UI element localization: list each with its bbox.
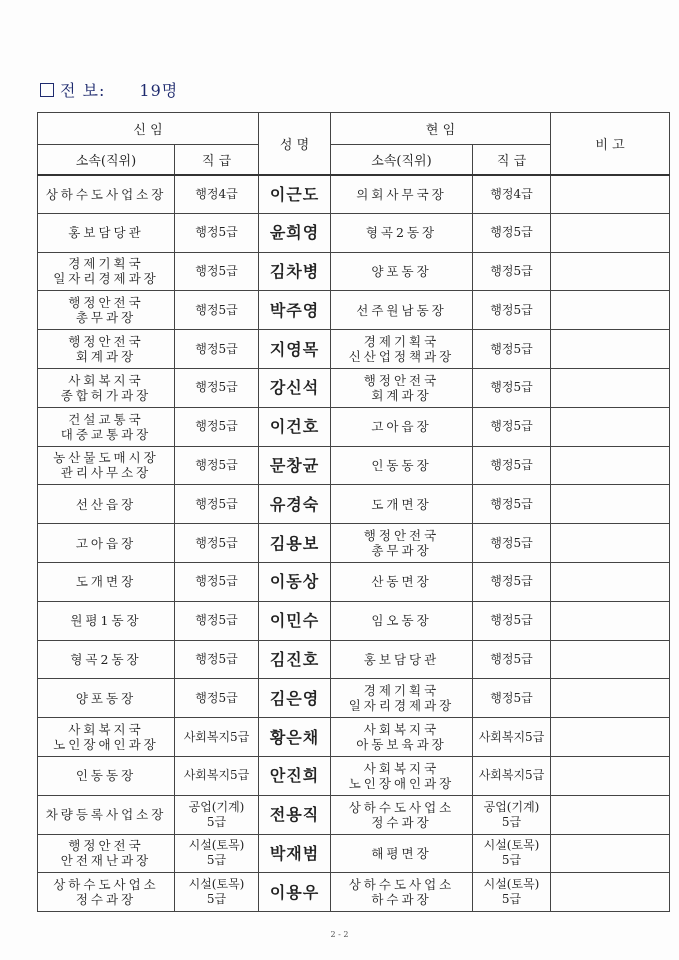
current-affiliation-cell bbox=[331, 601, 473, 640]
new-grade-cell bbox=[175, 485, 259, 524]
new-affiliation-cell-line: 행정안전국 bbox=[68, 295, 144, 311]
new-grade-cell-line: 시설(토목) bbox=[188, 838, 245, 853]
new-affiliation-cell-line: 대중교통과장 bbox=[60, 426, 152, 442]
new-affiliation-cell-line: 차량등록사업소장 bbox=[45, 807, 167, 823]
new-affiliation-cell-line: 안전재난과장 bbox=[60, 853, 152, 869]
new-grade-cell bbox=[175, 834, 259, 873]
new-grade-cell-line: 행정5급 bbox=[195, 651, 238, 666]
person-name-cell: 박재범 bbox=[259, 834, 331, 873]
new-grade-cell-line: 행정5급 bbox=[195, 613, 238, 628]
person-name-cell: 이용우 bbox=[259, 873, 331, 912]
note-cell bbox=[551, 679, 670, 718]
new-grade-cell bbox=[175, 368, 259, 407]
transfer-table bbox=[37, 112, 670, 912]
new-affiliation-cell bbox=[38, 330, 175, 369]
table-row bbox=[38, 640, 670, 679]
current-affiliation-cell bbox=[331, 834, 473, 873]
current-grade-cell bbox=[473, 175, 551, 214]
person-name-cell: 문창균 bbox=[259, 446, 331, 485]
current-affiliation-cell bbox=[331, 562, 473, 601]
person-name-cell: 유경숙 bbox=[259, 485, 331, 524]
new-grade-cell-line: 공업(기계) bbox=[188, 799, 245, 814]
note-cell bbox=[551, 640, 670, 679]
current-affiliation-cell bbox=[331, 446, 473, 485]
header-new-position: 신 임 bbox=[38, 113, 259, 145]
current-grade-cell-line: 행정5급 bbox=[490, 613, 533, 628]
new-affiliation-cell-line: 경제기획국 bbox=[68, 256, 144, 272]
current-grade-cell-line: 행정5급 bbox=[490, 380, 533, 395]
current-grade-cell bbox=[473, 252, 551, 291]
new-grade-cell-line: 행정5급 bbox=[195, 419, 238, 434]
note-cell bbox=[551, 252, 670, 291]
new-affiliation-cell bbox=[38, 407, 175, 446]
current-grade-cell bbox=[473, 562, 551, 601]
new-affiliation-cell bbox=[38, 640, 175, 679]
current-affiliation-cell-line: 경제기획국 bbox=[363, 683, 440, 699]
current-grade-cell-line: 5급 bbox=[501, 814, 522, 829]
new-affiliation-cell bbox=[38, 873, 175, 912]
page-number: 2 - 2 bbox=[330, 930, 349, 939]
new-grade-cell-line: 행정4급 bbox=[195, 186, 238, 201]
table-row bbox=[38, 795, 670, 834]
header-new-affiliation: 소속(직위) bbox=[38, 145, 175, 175]
header-current-position: 현 임 bbox=[331, 113, 551, 145]
new-affiliation-cell-line: 농산물도매시장 bbox=[53, 450, 159, 466]
header-current-grade: 직 급 bbox=[473, 145, 551, 175]
current-affiliation-cell-line: 고아읍장 bbox=[371, 419, 432, 435]
current-grade-cell-line: 행정5급 bbox=[490, 535, 533, 550]
new-grade-cell-line: 사회복지5급 bbox=[183, 729, 250, 744]
new-grade-cell-line: 행정5급 bbox=[195, 535, 238, 550]
current-affiliation-cell-line: 산동면장 bbox=[371, 574, 432, 590]
current-affiliation-cell-line: 하수과장 bbox=[371, 892, 432, 908]
note-cell bbox=[551, 485, 670, 524]
new-grade-cell-line: 5급 bbox=[206, 853, 227, 868]
current-grade-cell-line: 사회복지5급 bbox=[478, 768, 545, 783]
note-cell bbox=[551, 718, 670, 757]
current-grade-cell bbox=[473, 756, 551, 795]
new-affiliation-cell-line: 회계과장 bbox=[75, 349, 137, 365]
new-grade-cell bbox=[175, 407, 259, 446]
section-heading bbox=[40, 78, 178, 101]
current-affiliation-cell bbox=[331, 524, 473, 563]
person-name-cell: 강신석 bbox=[259, 368, 331, 407]
new-affiliation-cell bbox=[38, 175, 175, 214]
current-grade-cell-line: 5급 bbox=[501, 853, 522, 868]
new-grade-cell-line: 행정5급 bbox=[195, 263, 238, 278]
current-grade-cell-line: 시설(토목) bbox=[483, 877, 540, 892]
new-grade-cell bbox=[175, 213, 259, 252]
current-grade-cell bbox=[473, 795, 551, 834]
current-affiliation-cell bbox=[331, 795, 473, 834]
new-affiliation-cell bbox=[38, 795, 175, 834]
current-affiliation-cell-line: 행정안전국 bbox=[363, 372, 440, 388]
current-affiliation-cell bbox=[331, 330, 473, 369]
new-affiliation-cell bbox=[38, 446, 175, 485]
current-grade-cell bbox=[473, 834, 551, 873]
current-affiliation-cell-line: 정수과장 bbox=[371, 814, 432, 830]
note-cell bbox=[551, 873, 670, 912]
new-affiliation-cell bbox=[38, 213, 175, 252]
checkbox-square-icon bbox=[40, 83, 54, 97]
new-affiliation-cell-line: 형곡2동장 bbox=[70, 651, 142, 667]
current-affiliation-cell-line: 해평면장 bbox=[371, 845, 432, 861]
new-affiliation-cell bbox=[38, 291, 175, 330]
new-affiliation-cell-line: 도개면장 bbox=[75, 574, 137, 590]
person-name-cell: 전용직 bbox=[259, 795, 331, 834]
note-cell bbox=[551, 407, 670, 446]
current-affiliation-cell-line: 사회복지국 bbox=[363, 760, 440, 776]
header-current-affiliation: 소속(직위) bbox=[331, 145, 473, 175]
person-name-cell: 이민수 bbox=[259, 601, 331, 640]
current-affiliation-cell bbox=[331, 485, 473, 524]
current-affiliation-cell-line: 의회사무국장 bbox=[356, 186, 447, 202]
new-affiliation-cell-line: 총무과장 bbox=[75, 310, 137, 326]
current-affiliation-cell-line: 인동동장 bbox=[371, 457, 432, 473]
new-grade-cell-line: 시설(토목) bbox=[188, 877, 245, 892]
current-grade-cell-line: 행정5급 bbox=[490, 302, 533, 317]
new-affiliation-cell-line: 노인장애인과장 bbox=[53, 737, 159, 753]
table-row bbox=[38, 873, 670, 912]
table-row bbox=[38, 485, 670, 524]
note-cell bbox=[551, 795, 670, 834]
current-grade-cell-line: 행정5급 bbox=[490, 263, 533, 278]
table-row bbox=[38, 330, 670, 369]
current-affiliation-cell-line: 행정안전국 bbox=[363, 528, 440, 544]
table-row bbox=[38, 524, 670, 563]
header-name: 성 명 bbox=[259, 113, 331, 175]
person-name-cell: 김은영 bbox=[259, 679, 331, 718]
current-affiliation-cell bbox=[331, 368, 473, 407]
new-affiliation-cell-line: 상하수도사업소장 bbox=[45, 186, 167, 202]
note-cell bbox=[551, 368, 670, 407]
new-affiliation-cell-line: 일자리경제과장 bbox=[53, 271, 159, 287]
person-name-cell: 김용보 bbox=[259, 524, 331, 563]
current-affiliation-cell-line: 경제기획국 bbox=[363, 334, 440, 350]
new-affiliation-cell bbox=[38, 834, 175, 873]
new-affiliation-cell bbox=[38, 368, 175, 407]
table-row bbox=[38, 291, 670, 330]
current-grade-cell bbox=[473, 330, 551, 369]
current-grade-cell bbox=[473, 873, 551, 912]
current-grade-cell-line: 행정5급 bbox=[490, 496, 533, 511]
current-grade-cell bbox=[473, 601, 551, 640]
table-row bbox=[38, 601, 670, 640]
current-affiliation-cell-line: 도개면장 bbox=[371, 496, 432, 512]
person-name-cell: 김차병 bbox=[259, 252, 331, 291]
current-affiliation-cell-line: 일자리경제과장 bbox=[348, 698, 455, 714]
current-grade-cell bbox=[473, 368, 551, 407]
person-name-cell: 안진희 bbox=[259, 756, 331, 795]
new-affiliation-cell bbox=[38, 524, 175, 563]
new-affiliation-cell-line: 인동동장 bbox=[75, 768, 137, 784]
new-affiliation-cell-line: 사회복지국 bbox=[68, 372, 144, 388]
table-row bbox=[38, 213, 670, 252]
note-cell bbox=[551, 756, 670, 795]
new-grade-cell bbox=[175, 562, 259, 601]
new-grade-cell-line: 행정5급 bbox=[195, 574, 238, 589]
note-cell bbox=[551, 291, 670, 330]
new-grade-cell bbox=[175, 252, 259, 291]
current-affiliation-cell bbox=[331, 213, 473, 252]
new-affiliation-cell-line: 종합허가과장 bbox=[60, 387, 152, 403]
table-row bbox=[38, 446, 670, 485]
note-cell bbox=[551, 601, 670, 640]
new-grade-cell bbox=[175, 640, 259, 679]
current-affiliation-cell-line: 아동보육과장 bbox=[356, 737, 447, 753]
person-name-cell: 이동상 bbox=[259, 562, 331, 601]
current-grade-cell-line: 행정5급 bbox=[490, 225, 533, 240]
current-grade-cell-line: 행정5급 bbox=[490, 690, 533, 705]
current-affiliation-cell bbox=[331, 407, 473, 446]
new-grade-cell bbox=[175, 446, 259, 485]
table-row bbox=[38, 368, 670, 407]
note-cell bbox=[551, 562, 670, 601]
current-affiliation-cell bbox=[331, 252, 473, 291]
new-affiliation-cell-line: 행정안전국 bbox=[68, 334, 144, 350]
table-row bbox=[38, 407, 670, 446]
table-row bbox=[38, 679, 670, 718]
new-grade-cell-line: 행정5급 bbox=[195, 496, 238, 511]
current-affiliation-cell bbox=[331, 291, 473, 330]
new-affiliation-cell-line: 상하수도사업소 bbox=[53, 877, 159, 893]
current-affiliation-cell-line: 사회복지국 bbox=[363, 722, 440, 738]
new-affiliation-cell bbox=[38, 252, 175, 291]
new-affiliation-cell-line: 고아읍장 bbox=[75, 535, 137, 551]
new-grade-cell bbox=[175, 524, 259, 563]
current-affiliation-cell-line: 양포동장 bbox=[371, 263, 432, 279]
new-affiliation-cell bbox=[38, 601, 175, 640]
current-affiliation-cell-line: 노인장애인과장 bbox=[348, 775, 455, 791]
new-grade-cell-line: 행정5급 bbox=[195, 302, 238, 317]
new-grade-cell-line: 5급 bbox=[206, 814, 227, 829]
new-grade-cell-line: 행정5급 bbox=[195, 457, 238, 472]
current-grade-cell bbox=[473, 640, 551, 679]
current-affiliation-cell-line: 임오동장 bbox=[371, 613, 432, 629]
current-grade-cell bbox=[473, 407, 551, 446]
current-affiliation-cell-line: 신산업정책과장 bbox=[348, 349, 455, 365]
current-grade-cell-line: 행정5급 bbox=[490, 457, 533, 472]
person-name-cell: 황은채 bbox=[259, 718, 331, 757]
person-name-cell: 김진호 bbox=[259, 640, 331, 679]
note-cell bbox=[551, 213, 670, 252]
new-grade-cell-line: 행정5급 bbox=[195, 341, 238, 356]
person-name-cell: 이건호 bbox=[259, 407, 331, 446]
current-grade-cell bbox=[473, 485, 551, 524]
current-grade-cell-line: 행정5급 bbox=[490, 651, 533, 666]
note-cell bbox=[551, 834, 670, 873]
new-grade-cell bbox=[175, 718, 259, 757]
new-grade-cell bbox=[175, 291, 259, 330]
new-grade-cell-line: 행정5급 bbox=[195, 225, 238, 240]
current-affiliation-cell bbox=[331, 679, 473, 718]
current-grade-cell bbox=[473, 524, 551, 563]
current-grade-cell-line: 행정4급 bbox=[490, 186, 533, 201]
table-row bbox=[38, 252, 670, 291]
current-grade-cell bbox=[473, 679, 551, 718]
new-grade-cell bbox=[175, 330, 259, 369]
heading-label: 전 보: bbox=[60, 81, 106, 100]
table-row bbox=[38, 756, 670, 795]
new-affiliation-cell-line: 건설교통국 bbox=[68, 411, 144, 427]
new-grade-cell bbox=[175, 679, 259, 718]
current-affiliation-cell-line: 상하수도사업소 bbox=[348, 877, 455, 893]
table-row bbox=[38, 562, 670, 601]
current-affiliation-cell bbox=[331, 175, 473, 214]
new-grade-cell bbox=[175, 873, 259, 912]
current-grade-cell-line: 시설(토목) bbox=[483, 838, 540, 853]
new-affiliation-cell bbox=[38, 485, 175, 524]
heading-count: 19명 bbox=[139, 81, 179, 100]
new-grade-cell bbox=[175, 175, 259, 214]
current-affiliation-cell-line: 홍보담당관 bbox=[363, 651, 440, 667]
header-note: 비 고 bbox=[551, 113, 670, 175]
table-row bbox=[38, 718, 670, 757]
current-grade-cell-line: 행정5급 bbox=[490, 574, 533, 589]
new-grade-cell bbox=[175, 601, 259, 640]
current-affiliation-cell-line: 총무과장 bbox=[371, 543, 432, 559]
new-grade-cell-line: 5급 bbox=[206, 892, 227, 907]
table-body bbox=[38, 175, 670, 912]
new-affiliation-cell-line: 사회복지국 bbox=[68, 722, 144, 738]
note-cell bbox=[551, 524, 670, 563]
current-affiliation-cell-line: 상하수도사업소 bbox=[348, 799, 455, 815]
current-grade-cell bbox=[473, 291, 551, 330]
current-affiliation-cell-line: 선주원남동장 bbox=[356, 302, 447, 318]
current-grade-cell bbox=[473, 213, 551, 252]
new-grade-cell bbox=[175, 795, 259, 834]
current-grade-cell-line: 공업(기계) bbox=[483, 799, 540, 814]
current-affiliation-cell-line: 회계과장 bbox=[371, 387, 432, 403]
table-row bbox=[38, 175, 670, 214]
current-affiliation-cell bbox=[331, 873, 473, 912]
current-grade-cell-line: 행정5급 bbox=[490, 419, 533, 434]
new-affiliation-cell-line: 관리사무소장 bbox=[60, 465, 152, 481]
note-cell bbox=[551, 175, 670, 214]
person-name-cell: 지영목 bbox=[259, 330, 331, 369]
current-grade-cell bbox=[473, 446, 551, 485]
header-new-grade: 직 급 bbox=[175, 145, 259, 175]
new-affiliation-cell bbox=[38, 562, 175, 601]
new-affiliation-cell-line: 양포동장 bbox=[75, 690, 137, 706]
new-grade-cell-line: 사회복지5급 bbox=[183, 768, 250, 783]
current-affiliation-cell-line: 형곡2동장 bbox=[365, 225, 438, 241]
new-grade-cell bbox=[175, 756, 259, 795]
new-affiliation-cell bbox=[38, 679, 175, 718]
current-grade-cell-line: 5급 bbox=[501, 892, 522, 907]
new-affiliation-cell-line: 홍보담당관 bbox=[68, 225, 144, 241]
person-name-cell: 이근도 bbox=[259, 175, 331, 214]
current-grade-cell-line: 행정5급 bbox=[490, 341, 533, 356]
note-cell bbox=[551, 446, 670, 485]
new-grade-cell-line: 행정5급 bbox=[195, 380, 238, 395]
new-affiliation-cell-line: 행정안전국 bbox=[68, 838, 144, 854]
note-cell bbox=[551, 330, 670, 369]
person-name-cell: 윤희영 bbox=[259, 213, 331, 252]
new-affiliation-cell-line: 원평1동장 bbox=[70, 613, 142, 629]
current-affiliation-cell bbox=[331, 640, 473, 679]
new-affiliation-cell bbox=[38, 718, 175, 757]
new-affiliation-cell bbox=[38, 756, 175, 795]
new-grade-cell-line: 행정5급 bbox=[195, 690, 238, 705]
new-affiliation-cell-line: 정수과장 bbox=[75, 892, 137, 908]
person-name-cell: 박주영 bbox=[259, 291, 331, 330]
current-affiliation-cell bbox=[331, 718, 473, 757]
new-affiliation-cell-line: 선산읍장 bbox=[75, 496, 137, 512]
current-affiliation-cell bbox=[331, 756, 473, 795]
current-grade-cell-line: 사회복지5급 bbox=[478, 729, 545, 744]
table-row bbox=[38, 834, 670, 873]
current-grade-cell bbox=[473, 718, 551, 757]
